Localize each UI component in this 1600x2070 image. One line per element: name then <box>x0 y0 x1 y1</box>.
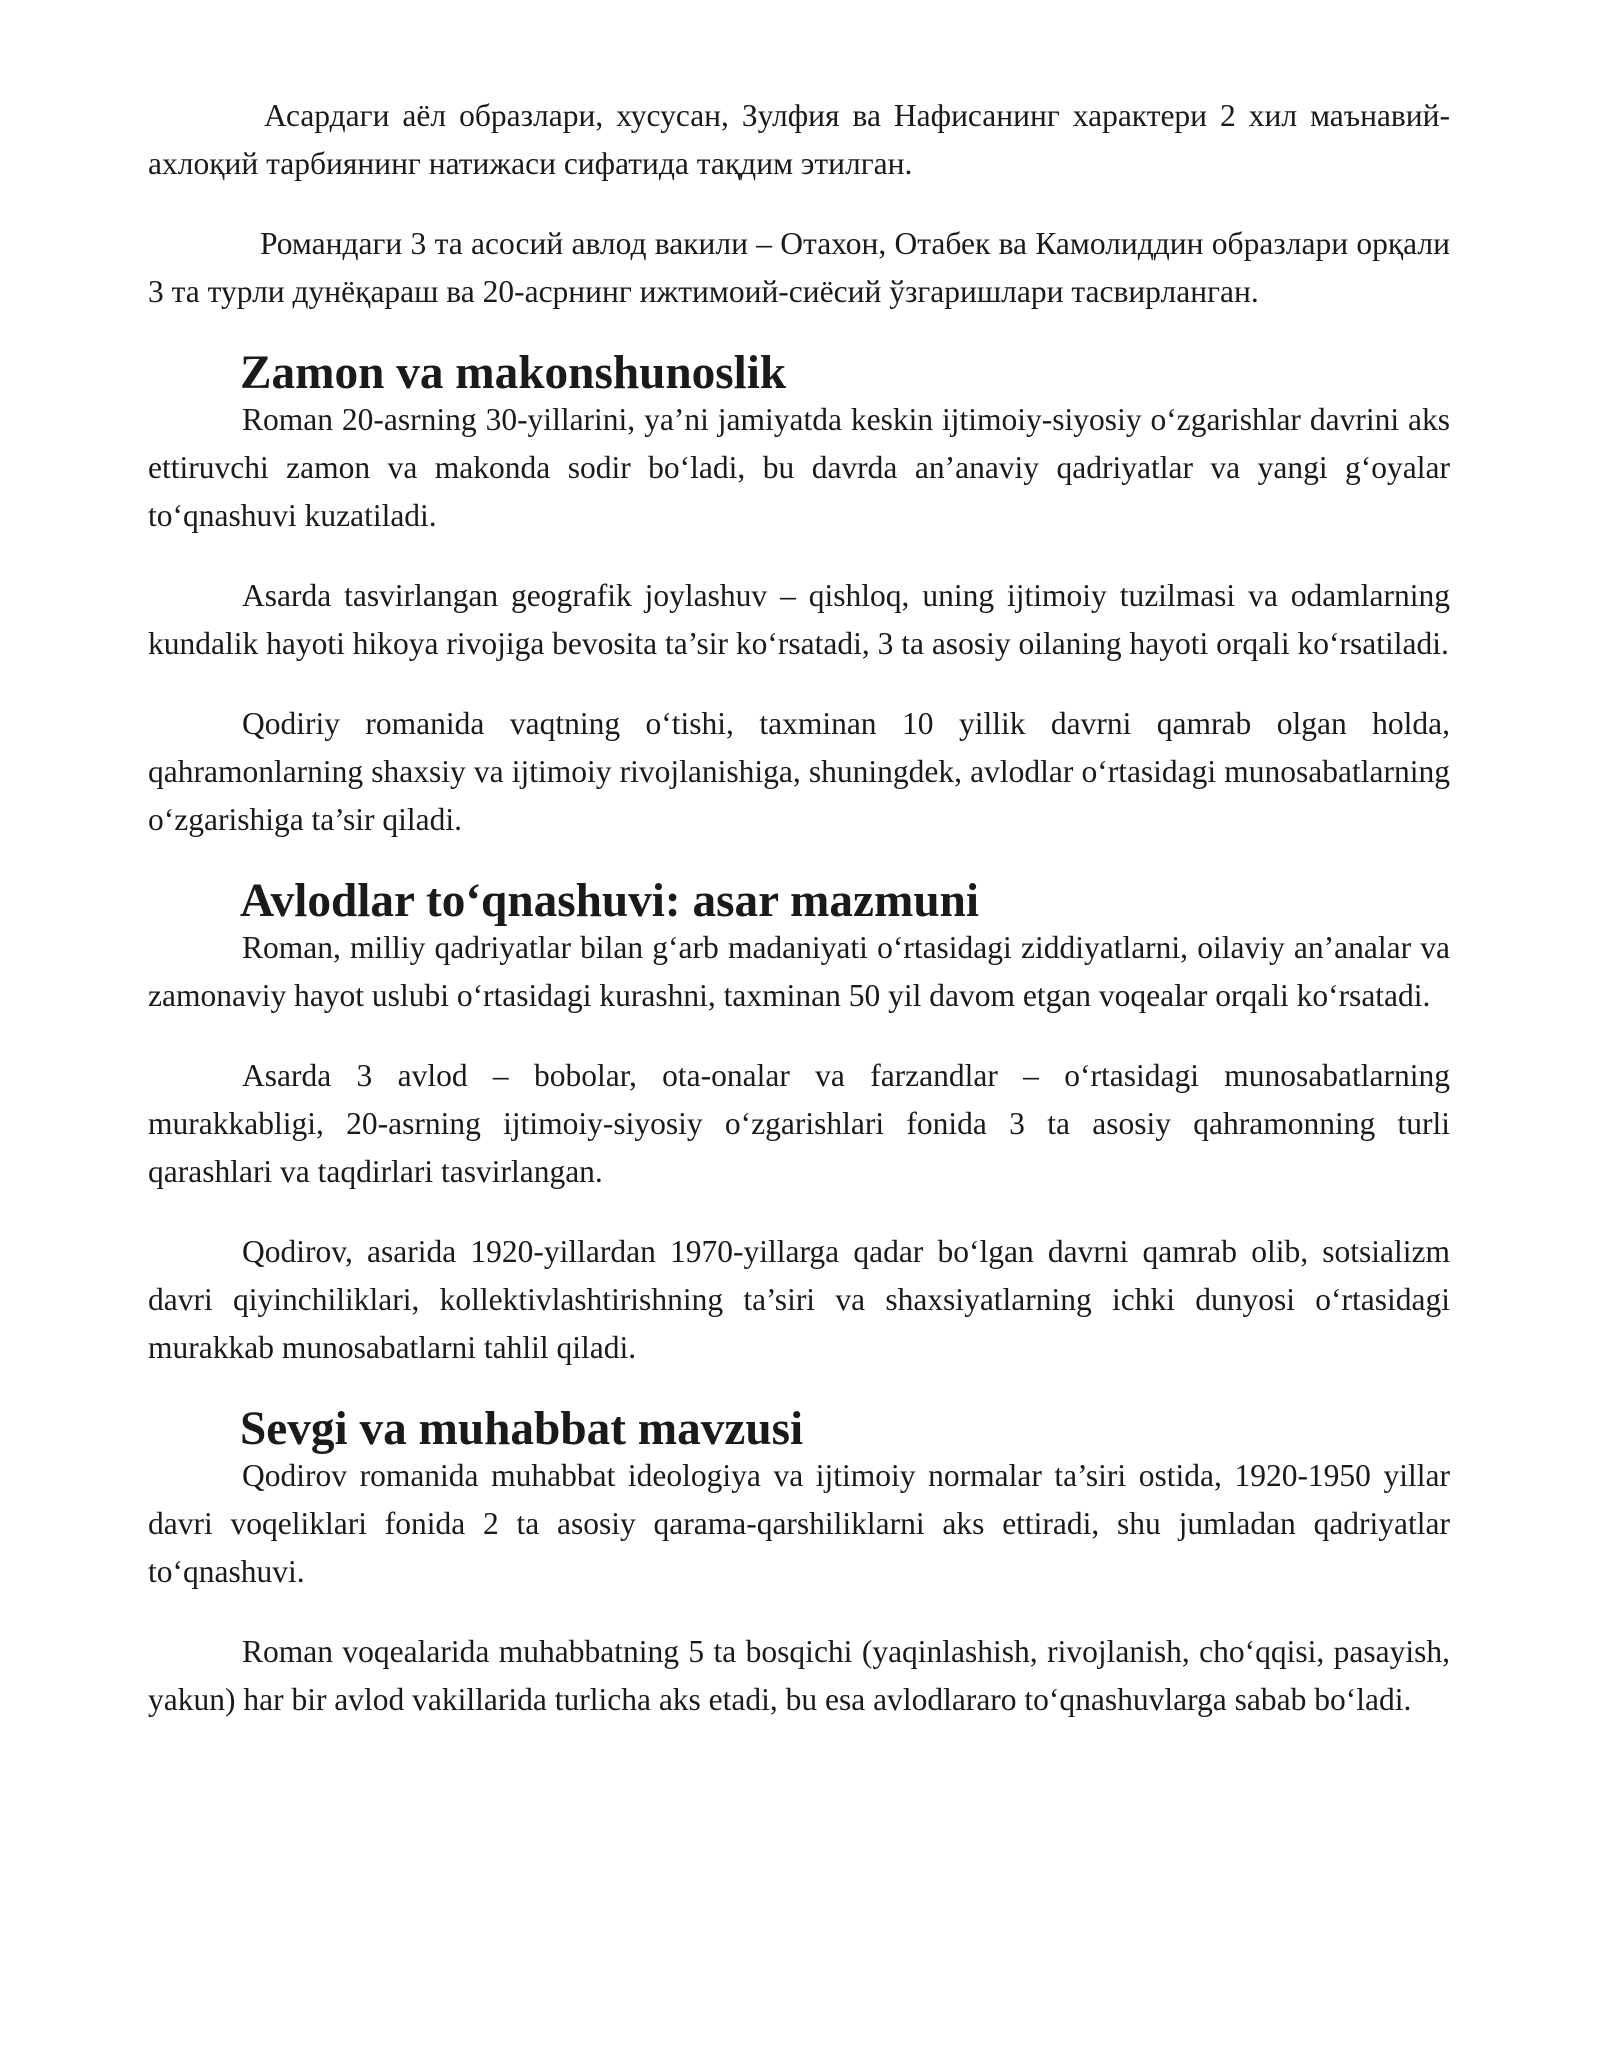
paragraph-qodirov-period: Qodirov, asarida 1920-yillardan 1970-yillarga qadar bo‘lgan davrni qamrab olib, sotsializm davri qiyinchiliklari, kollektivlashtirishning ta’siri va shaxsiyatlarning ichki dunyosi o‘rtasidagi murakkab munosabatlarni tahlil qiladi. <box>148 1234 1450 1365</box>
paragraph-geography: Asarda tasvirlangan geografik joylashuv – qishloq, uning ijtimoiy tuzilmasi va odamlarning kundalik hayoti hikoya rivojiga bevosita ta’sir ko‘rsatadi, 3 ta asosiy oilaning hayoti orqali ko‘rsatiladi. <box>148 578 1450 661</box>
paragraph-female-images: Асардаги аёл образлари, хусусан, Зулфия ва Нафисанинг характери 2 хил маънавий-ахлоқий тарбиянинг натижаси сифатида тақдим этилган. <box>148 98 1450 181</box>
paragraph-three-generations-cyrillic: Романдаги 3 та асосий авлод вакили – Отахон, Отабек ва Камолиддин образлари орқали 3 та турли дунёқараш ва 20-асрнинг ижтимоий-сиёсий ўзгаришлари тасвирланган. <box>148 226 1450 309</box>
heading-time-and-space: Zamon va makonshunoslik <box>240 347 787 399</box>
paragraph-roman-30s: Roman 20-asrning 30-yillarini, ya’ni jamiyatda keskin ijtimoiy-siyosiy o‘zgarishlar davrini aks ettiruvchi zamon va makonda sodir bo‘ladi, bu davrda an’anaviy qadriyatlar va yangi g‘oyalar to‘qnashuvi kuzatiladi. <box>148 402 1450 533</box>
paragraph-love-stages: Roman voqealarida muhabbatning 5 ta bosqichi (yaqinlashish, rivojlanish, cho‘qqisi, pasayish, yakun) har bir avlod vakillarida turlicha aks etadi, bu esa avlodlararo to‘qnashuvlarga sabab bo‘ladi. <box>148 1634 1450 1717</box>
heading-generations-clash: Avlodlar to‘qnashuvi: asar mazmuni <box>240 875 980 927</box>
paragraph-passage-of-time: Qodiriy romanida vaqtning o‘tishi, taxminan 10 yillik davrni qamrab olgan holda, qahramonlarning shaxsiy va ijtimoiy rivojlanishiga, shuningdek, avlodlar o‘rtasidagi munosabatlarning o‘zgarishiga ta’sir qiladi. <box>148 706 1450 837</box>
paragraph-national-values: Roman, milliy qadriyatlar bilan g‘arb madaniyati o‘rtasidagi ziddiyatlarni, oilaviy an’analar va zamonaviy hayot uslubi o‘rtasidagi kurashni, taxminan 50 yil davom etgan voqealar orqali ko‘rsatadi. <box>148 930 1450 1013</box>
heading-love-theme: Sevgi va muhabbat mavzusi <box>240 1403 804 1455</box>
document-page <box>148 92 1450 1724</box>
paragraph-three-generations: Asarda 3 avlod – bobolar, ota-onalar va farzandlar – o‘rtasidagi munosabatlarning murakkabligi, 20-asrning ijtimoiy-siyosiy o‘zgarishlari fonida 3 ta asosiy qahramonning turli qarashlari va taqdirlari tasvirlangan. <box>148 1058 1450 1189</box>
paragraph-love-ideology: Qodirov romanida muhabbat ideologiya va ijtimoiy normalar ta’siri ostida, 1920-1950 yillar davri voqeliklari fonida 2 ta asosiy qarama-qarshiliklarni aks ettiradi, shu jumladan qadriyatlar to‘qnashuvi. <box>148 1458 1450 1589</box>
